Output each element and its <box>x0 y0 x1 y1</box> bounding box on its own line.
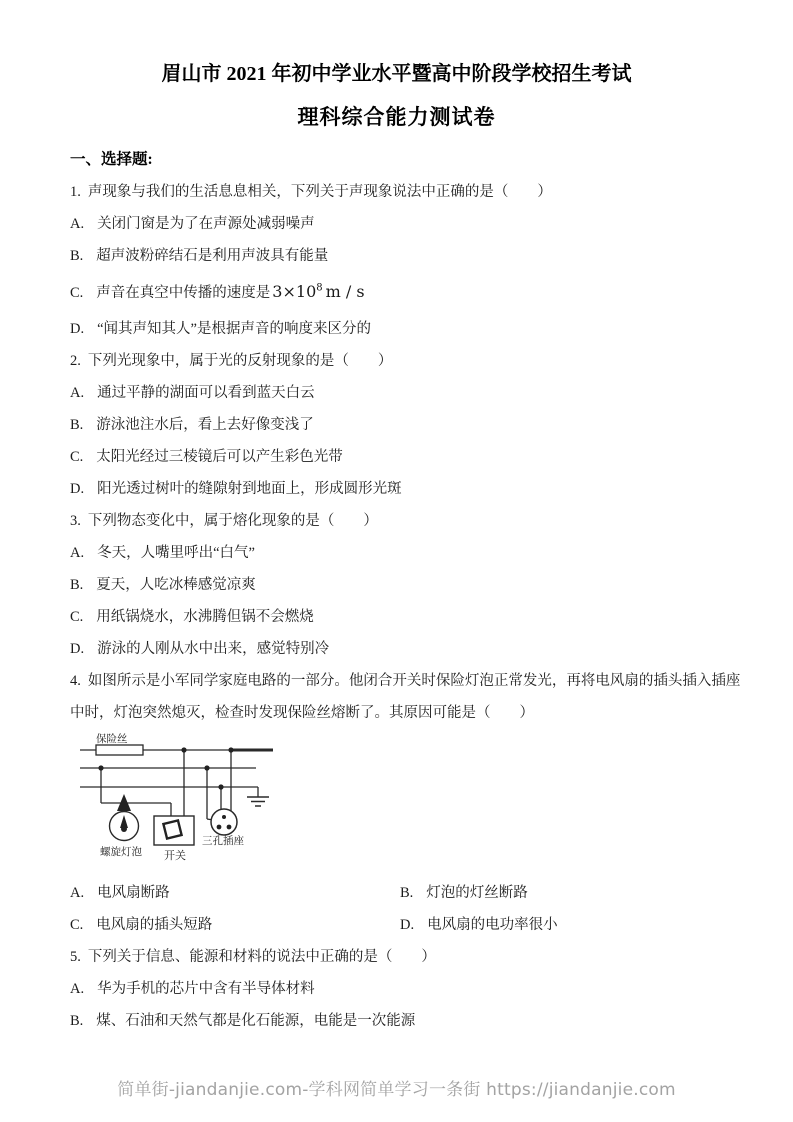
question-3-stem <box>70 505 745 537</box>
question-text: 下列物态变化中，属于熔化现象的是（ ） <box>87 513 378 529</box>
question-2-stem <box>70 345 745 377</box>
question-4-option-a <box>70 877 400 909</box>
option-text: 游泳池注水后，看上去好像变浅了 <box>96 417 314 433</box>
question-2-option-a <box>70 377 745 409</box>
option-label: D. <box>70 481 85 497</box>
option-label: D. <box>70 321 85 337</box>
question-4-option-b <box>400 877 745 909</box>
option-label: B. <box>70 417 84 433</box>
bulb-branch-wires <box>101 768 171 816</box>
question-4-option-d <box>400 909 745 941</box>
switch-label: 开关 <box>164 850 186 862</box>
question-1-option-c <box>70 272 745 313</box>
fuse-symbol <box>96 745 143 755</box>
option-text: 灯泡的灯丝断路 <box>426 885 528 901</box>
question-1-option-d <box>70 313 745 345</box>
option-text: 电风扇断路 <box>97 885 170 901</box>
question-text: 下列关于信息、能源和材料的说法中正确的是（ ） <box>87 949 436 965</box>
question-number: 3. <box>70 513 81 529</box>
option-text: 关闭门窗是为了在声源处减弱噪声 <box>97 216 315 232</box>
question-number: 5. <box>70 949 81 965</box>
speed-formula <box>272 282 364 301</box>
option-text: 电风扇的电功率很小 <box>427 917 558 933</box>
question-2-option-d <box>70 473 745 505</box>
question-1-stem <box>70 176 745 208</box>
question-text: 声现象与我们的生活息息相关，下列关于声现象说法中正确的是（ ） <box>87 184 552 200</box>
option-text: 电风扇的插头短路 <box>96 917 213 933</box>
option-text: 太阳光经过三棱镜后可以产生彩色光带 <box>96 449 343 465</box>
option-text: 超声波粉碎结石是利用声波具有能量 <box>96 248 329 264</box>
question-4-options-row-1 <box>70 877 745 909</box>
socket-symbol <box>211 809 237 835</box>
option-text: 夏天，人吃冰棒感觉凉爽 <box>96 577 256 593</box>
question-text: 下列光现象中，属于光的反射现象的是（ ） <box>87 353 393 369</box>
bulb-symbol <box>110 794 139 841</box>
option-label: A. <box>70 885 85 901</box>
option-label: C. <box>70 609 84 625</box>
fuse-label: 保险丝 <box>96 734 128 745</box>
option-text: 冬天，人嘴里呼出“白气” <box>97 545 255 561</box>
section-heading: 一、选择题: <box>70 151 153 168</box>
question-3-option-b <box>70 569 745 601</box>
question-5 <box>70 941 745 1037</box>
question-5-option-a <box>70 973 745 1005</box>
question-4-options-row-2 <box>70 909 745 941</box>
option-label: D. <box>70 641 85 657</box>
questions-area <box>0 131 793 1037</box>
switch-symbol <box>154 816 194 845</box>
option-text: “闻其声知其人”是根据声音的响度来区分的 <box>97 321 371 337</box>
formula-unit: m / s <box>325 282 365 301</box>
option-text: 华为手机的芯片中含有半导体材料 <box>97 981 315 997</box>
option-label: C. <box>70 917 84 933</box>
question-4 <box>70 665 745 941</box>
circuit-figure <box>76 731 745 867</box>
option-text: 通过平静的湖面可以看到蓝天白云 <box>97 385 315 401</box>
ground-symbol <box>247 787 269 806</box>
question-1 <box>70 176 745 345</box>
option-label: A. <box>70 216 85 232</box>
option-label: B. <box>70 248 84 264</box>
option-label: C. <box>70 449 84 465</box>
question-2-option-b <box>70 409 745 441</box>
question-3-option-a <box>70 537 745 569</box>
option-label: B. <box>400 885 414 901</box>
option-label: B. <box>70 577 84 593</box>
option-text: 阳光透过树叶的缝隙射到地面上，形成圆形光斑 <box>97 481 402 497</box>
question-text: 如图所示是小军同学家庭电路的一部分。他闭合开关时保险灯泡正常发光，再将电风扇的插头插入插座中时，灯泡突然熄灭，检查时发现保险丝熔断了。其原因可能是（ ） <box>70 673 741 721</box>
watermark-footer: 简单街-jiandanjie.com-学科网简单学习一条街 https://jiandanjie.com <box>117 1080 676 1100</box>
question-5-stem <box>70 941 745 973</box>
question-1-option-b <box>70 240 745 272</box>
option-text: 用纸锅烧水，水沸腾但锅不会燃烧 <box>96 609 314 625</box>
option-text: 游泳的人刚从水中出来，感觉特别冷 <box>97 641 330 657</box>
page-subtitle: 理科综合能力测试卷 <box>297 105 496 129</box>
option-text: 煤、石油和天然气都是化石能源，电能是一次能源 <box>96 1013 416 1029</box>
question-4-stem <box>70 665 745 729</box>
question-2-option-c <box>70 441 745 473</box>
formula-exponent: 8 <box>316 282 323 294</box>
question-2 <box>70 345 745 505</box>
question-4-option-c <box>70 909 400 941</box>
question-1-option-a <box>70 208 745 240</box>
question-3-option-c <box>70 601 745 633</box>
option-label: A. <box>70 385 85 401</box>
option-label: A. <box>70 545 85 561</box>
question-number: 4. <box>70 673 81 689</box>
option-label: A. <box>70 981 85 997</box>
question-number: 2. <box>70 353 81 369</box>
bulb-label: 螺旋灯泡 <box>100 847 142 858</box>
socket-label: 三孔插座 <box>202 836 244 847</box>
formula-base: 3×10 <box>272 282 317 301</box>
question-3-option-d <box>70 633 745 665</box>
household-circuit-diagram <box>76 731 286 867</box>
option-label: C. <box>70 285 84 301</box>
paper-header <box>0 0 793 131</box>
question-5-option-b <box>70 1005 745 1037</box>
option-label: B. <box>70 1013 84 1029</box>
question-3 <box>70 505 745 665</box>
question-number: 1. <box>70 184 81 200</box>
option-text: 声音在真空中传播的速度是 <box>96 285 271 301</box>
option-label: D. <box>400 917 415 933</box>
page-title: 眉山市 2021 年初中学业水平暨高中阶段学校招生考试 <box>161 63 632 85</box>
